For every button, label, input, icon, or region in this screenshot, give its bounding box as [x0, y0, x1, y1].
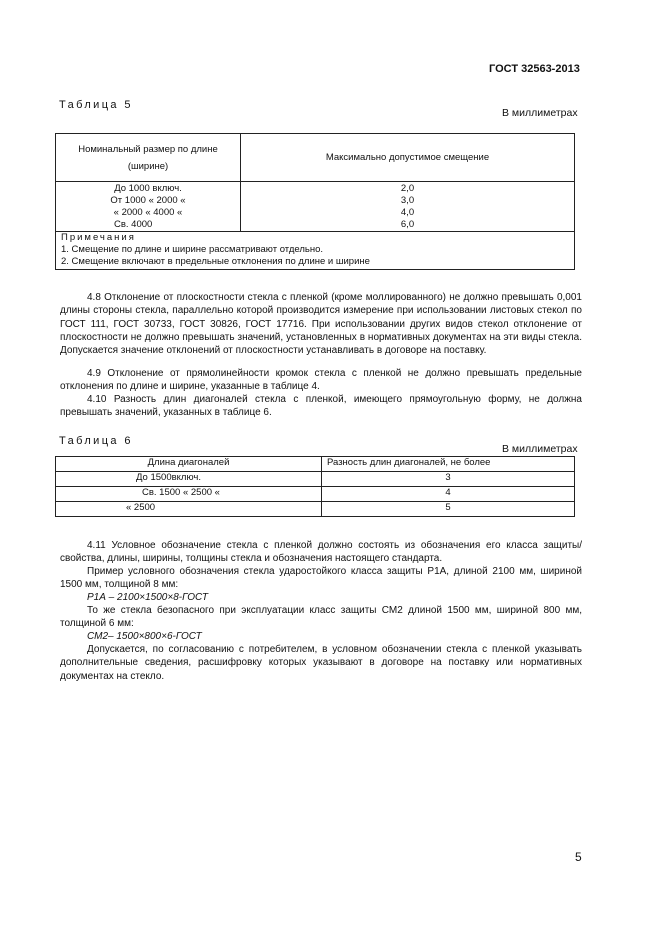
table5-note-title: Примечания — [61, 232, 136, 243]
table6-row-length: Св. 1500 « 2500 « — [56, 487, 322, 502]
table5-row-size: Св. 4000 — [56, 219, 241, 232]
paragraph-4-10: 4.10 Разность длин диагоналей стекла с пленкой, имеющего прямоугольную форму, не должна превышать значений, указанных в таблице 6. — [60, 394, 582, 419]
standard-header: ГОСТ 32563-2013 — [489, 63, 580, 75]
example-2-text: То же стекла безопасного при эксплуатации класс защиты СМ2 длиной 1500 мм, шириной 800 мм, толщиной 6 мм: — [60, 605, 582, 630]
table6-row-diff: 5 — [322, 502, 575, 517]
table5-col1-header: Номинальный размер по длине (ширине) — [56, 134, 241, 182]
table5-note: 1. Смещение по длине и ширине рассматривают отдельно. — [61, 244, 323, 255]
table6-row-length: « 2500 — [56, 502, 322, 517]
table6-col2-header: Разность длин диагоналей, не более — [322, 457, 575, 472]
table6 — [55, 456, 575, 517]
paragraph-4-9: 4.9 Отклонение от прямолинейности кромок стекла с пленкой не должно превышать предельные отклонения по длине и ширине, указанные в таблице 4. — [60, 368, 582, 393]
example-2-code: СМ2– 1500×800×6-ГОСТ — [87, 631, 202, 642]
paragraph-last: Допускается, по согласованию с потребителем, в условном обозначении стекла с пленкой указывать дополнительные сведения, расшифровку которых указывают в договоре на поставку или нормативных документах на стекло. — [60, 644, 582, 682]
table6-row-diff: 4 — [322, 487, 575, 502]
paragraph-4-8: 4.8 Отклонение от плоскостности стекла с пленкой (кроме моллированного) не должно превышать 0,001 длины стороны стекла, параллельно которой производится измерение при использовании листовых стекол по ГОСТ 111, ГОСТ 30733, ГОСТ 30826, ГОСТ 17716. При использовании других видов стекол отклонение от плоскостности не должно превышать значений, установленных в нормативных документах на эти виды стекла. Допускается значение отклонений от плоскостности устанавливать в договоре на поставку. — [60, 292, 582, 357]
table5-unit: В миллиметрах — [502, 107, 578, 119]
paragraph-4-11: 4.11 Условное обозначение стекла с пленкой должно состоять из обозначения его класса защиты/свойства, длины, ширины, толщины стекла и обозначения настоящего стандарта. — [60, 540, 582, 565]
table5-row-size: До 1000 включ. — [56, 182, 241, 196]
table5-row-size: От 1000 « 2000 « — [56, 195, 241, 207]
table5-row-value: 3,0 — [400, 195, 415, 206]
table6-col1-header: Длина диагоналей — [56, 457, 322, 472]
table5-row-value: 6,0 — [400, 219, 415, 230]
table5-row-size: « 2000 « 4000 « — [56, 207, 241, 219]
example-1-text: Пример условного обозначения стекла ударостойкого класса защиты Р1А, длиной 2100 мм, шириной 1500 мм, толщиной 8 мм: — [60, 566, 582, 591]
table5-note: 2. Смещение включают в предельные отклонения по длине и ширине — [61, 256, 370, 267]
table6-row-length: До 1500включ. — [56, 472, 322, 487]
example-1-code: Р1А – 2100×1500×8-ГОСТ — [87, 592, 208, 603]
table5-row-value: 2,0 — [400, 183, 415, 194]
page-number: 5 — [575, 850, 582, 864]
table6-row-diff: 3 — [322, 472, 575, 487]
table5-row-value: 4,0 — [400, 207, 415, 218]
table6-unit: В миллиметрах — [502, 443, 578, 455]
table5-notes — [56, 232, 575, 270]
table5-caption: Таблица 5 — [59, 99, 133, 111]
table6-caption: Таблица 6 — [59, 435, 133, 447]
table5 — [55, 133, 575, 270]
table5-col2-header: Максимально допустимое смещение — [241, 134, 575, 182]
